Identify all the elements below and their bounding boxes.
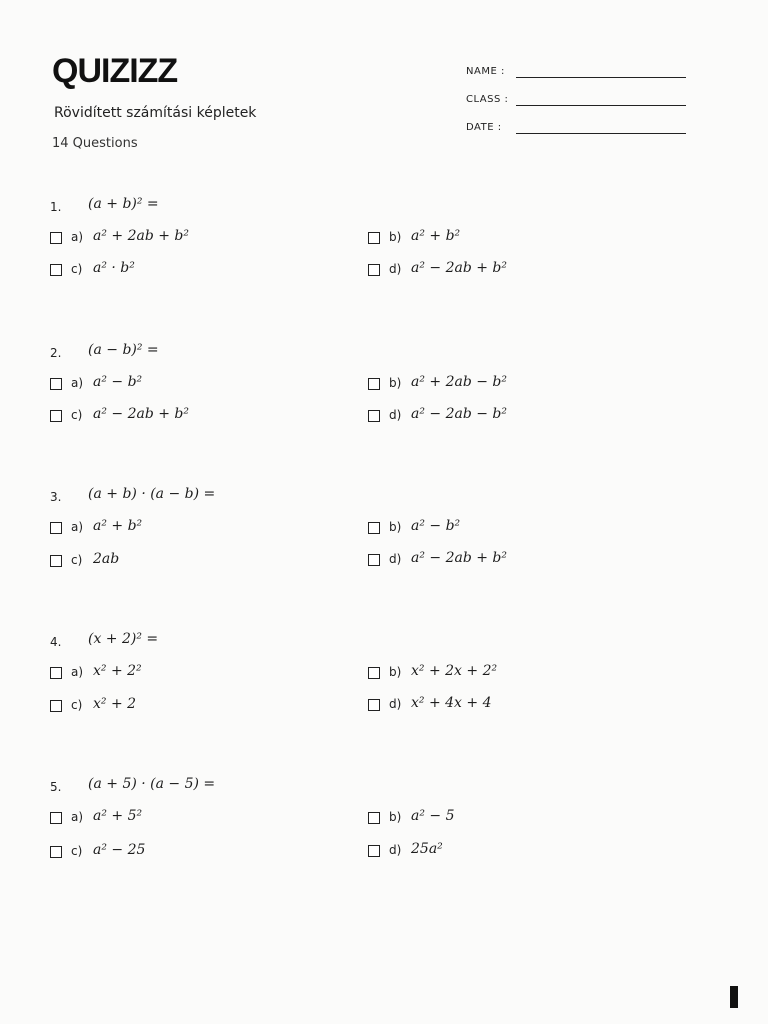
option-c[interactable] bbox=[50, 842, 350, 864]
option-letter: a) bbox=[71, 376, 84, 390]
question-expression: (a − b)² = bbox=[88, 342, 159, 358]
option-letter: c) bbox=[71, 408, 83, 422]
checkbox[interactable] bbox=[368, 812, 380, 824]
option-a[interactable] bbox=[50, 374, 350, 396]
class-line[interactable] bbox=[516, 105, 686, 106]
option-text: a² − 2ab + b² bbox=[411, 260, 508, 276]
option-letter: b) bbox=[389, 520, 402, 534]
option-text: a² + b² bbox=[93, 518, 143, 534]
option-c[interactable] bbox=[50, 551, 350, 573]
checkbox[interactable] bbox=[368, 264, 380, 276]
option-letter: d) bbox=[389, 697, 402, 711]
option-b[interactable] bbox=[368, 228, 668, 250]
quizizz-logo: QUIZIZZ bbox=[52, 52, 178, 90]
option-text: x² + 2 bbox=[93, 696, 137, 712]
option-c[interactable] bbox=[50, 696, 350, 718]
option-a[interactable] bbox=[50, 518, 350, 540]
option-text: a² + 2ab + b² bbox=[93, 228, 190, 244]
option-b[interactable] bbox=[368, 374, 668, 396]
question-expression: (a + 5) · (a − 5) = bbox=[88, 776, 216, 792]
question-2 bbox=[50, 342, 710, 422]
option-d[interactable] bbox=[368, 260, 668, 282]
option-text: a² − 25 bbox=[93, 842, 146, 858]
option-letter: c) bbox=[71, 553, 83, 567]
checkbox[interactable] bbox=[50, 522, 62, 534]
option-text: a² · b² bbox=[93, 260, 135, 276]
option-letter: d) bbox=[389, 843, 402, 857]
option-b[interactable] bbox=[368, 663, 668, 685]
option-letter: d) bbox=[389, 262, 402, 276]
option-d[interactable] bbox=[368, 695, 668, 717]
question-expression: (x + 2)² = bbox=[88, 631, 159, 647]
option-letter: a) bbox=[71, 520, 84, 534]
checkbox[interactable] bbox=[368, 554, 380, 566]
option-a[interactable] bbox=[50, 228, 350, 250]
checkbox[interactable] bbox=[368, 667, 380, 679]
question-4 bbox=[50, 631, 710, 712]
option-d[interactable] bbox=[368, 406, 668, 428]
checkbox[interactable] bbox=[368, 699, 380, 711]
option-d[interactable] bbox=[368, 550, 668, 572]
option-text: a² + b² bbox=[411, 228, 461, 244]
option-letter: c) bbox=[71, 262, 83, 276]
option-d[interactable] bbox=[368, 841, 668, 863]
option-a[interactable] bbox=[50, 808, 350, 830]
option-c[interactable] bbox=[50, 406, 350, 428]
option-text: x² + 2² bbox=[93, 663, 142, 679]
option-text: a² + 5² bbox=[93, 808, 143, 824]
checkbox[interactable] bbox=[50, 378, 62, 390]
option-letter: d) bbox=[389, 408, 402, 422]
option-letter: a) bbox=[71, 810, 84, 824]
checkbox[interactable] bbox=[50, 555, 62, 567]
option-letter: b) bbox=[389, 810, 402, 824]
checkbox[interactable] bbox=[368, 410, 380, 422]
question-number: 1. bbox=[50, 200, 62, 214]
date-label: DATE : bbox=[466, 122, 502, 133]
question-expression: (a + b)² = bbox=[88, 196, 159, 212]
checkbox[interactable] bbox=[50, 700, 62, 712]
question-3 bbox=[50, 486, 710, 567]
question-count: 14 Questions bbox=[52, 136, 138, 151]
option-letter: b) bbox=[389, 665, 402, 679]
question-1 bbox=[50, 196, 710, 276]
option-text: a² − 2ab − b² bbox=[411, 406, 508, 422]
date-line[interactable] bbox=[516, 133, 686, 134]
checkbox[interactable] bbox=[368, 845, 380, 857]
checkbox[interactable] bbox=[368, 522, 380, 534]
name-line[interactable] bbox=[516, 77, 686, 78]
option-text: x² + 2x + 2² bbox=[411, 663, 498, 679]
option-letter: b) bbox=[389, 376, 402, 390]
checkbox[interactable] bbox=[368, 378, 380, 390]
option-letter: a) bbox=[71, 230, 84, 244]
option-text: a² − 2ab + b² bbox=[93, 406, 190, 422]
page-edge-mark bbox=[730, 986, 738, 1008]
option-text: a² − 5 bbox=[411, 808, 455, 824]
option-c[interactable] bbox=[50, 260, 350, 282]
option-text: 25a² bbox=[411, 841, 443, 857]
checkbox[interactable] bbox=[50, 232, 62, 244]
checkbox[interactable] bbox=[50, 410, 62, 422]
option-text: x² + 4x + 4 bbox=[411, 695, 492, 711]
option-letter: b) bbox=[389, 230, 402, 244]
quiz-title: Rövidített számítási képletek bbox=[54, 105, 257, 121]
question-expression: (a + b) · (a − b) = bbox=[88, 486, 216, 502]
option-text: 2ab bbox=[93, 551, 120, 567]
checkbox[interactable] bbox=[50, 667, 62, 679]
option-b[interactable] bbox=[368, 518, 668, 540]
class-label: CLASS : bbox=[466, 94, 509, 105]
option-letter: a) bbox=[71, 665, 84, 679]
question-number: 3. bbox=[50, 490, 62, 504]
option-text: a² + 2ab − b² bbox=[411, 374, 508, 390]
option-text: a² − b² bbox=[411, 518, 461, 534]
checkbox[interactable] bbox=[50, 812, 62, 824]
question-number: 2. bbox=[50, 346, 62, 360]
option-text: a² − b² bbox=[93, 374, 143, 390]
option-letter: c) bbox=[71, 698, 83, 712]
option-a[interactable] bbox=[50, 663, 350, 685]
checkbox[interactable] bbox=[50, 846, 62, 858]
name-label: NAME : bbox=[466, 66, 505, 77]
option-letter: c) bbox=[71, 844, 83, 858]
option-b[interactable] bbox=[368, 808, 668, 830]
option-letter: d) bbox=[389, 552, 402, 566]
question-number: 4. bbox=[50, 635, 62, 649]
question-5 bbox=[50, 776, 710, 858]
checkbox[interactable] bbox=[50, 264, 62, 276]
checkbox[interactable] bbox=[368, 232, 380, 244]
question-number: 5. bbox=[50, 780, 62, 794]
option-text: a² − 2ab + b² bbox=[411, 550, 508, 566]
